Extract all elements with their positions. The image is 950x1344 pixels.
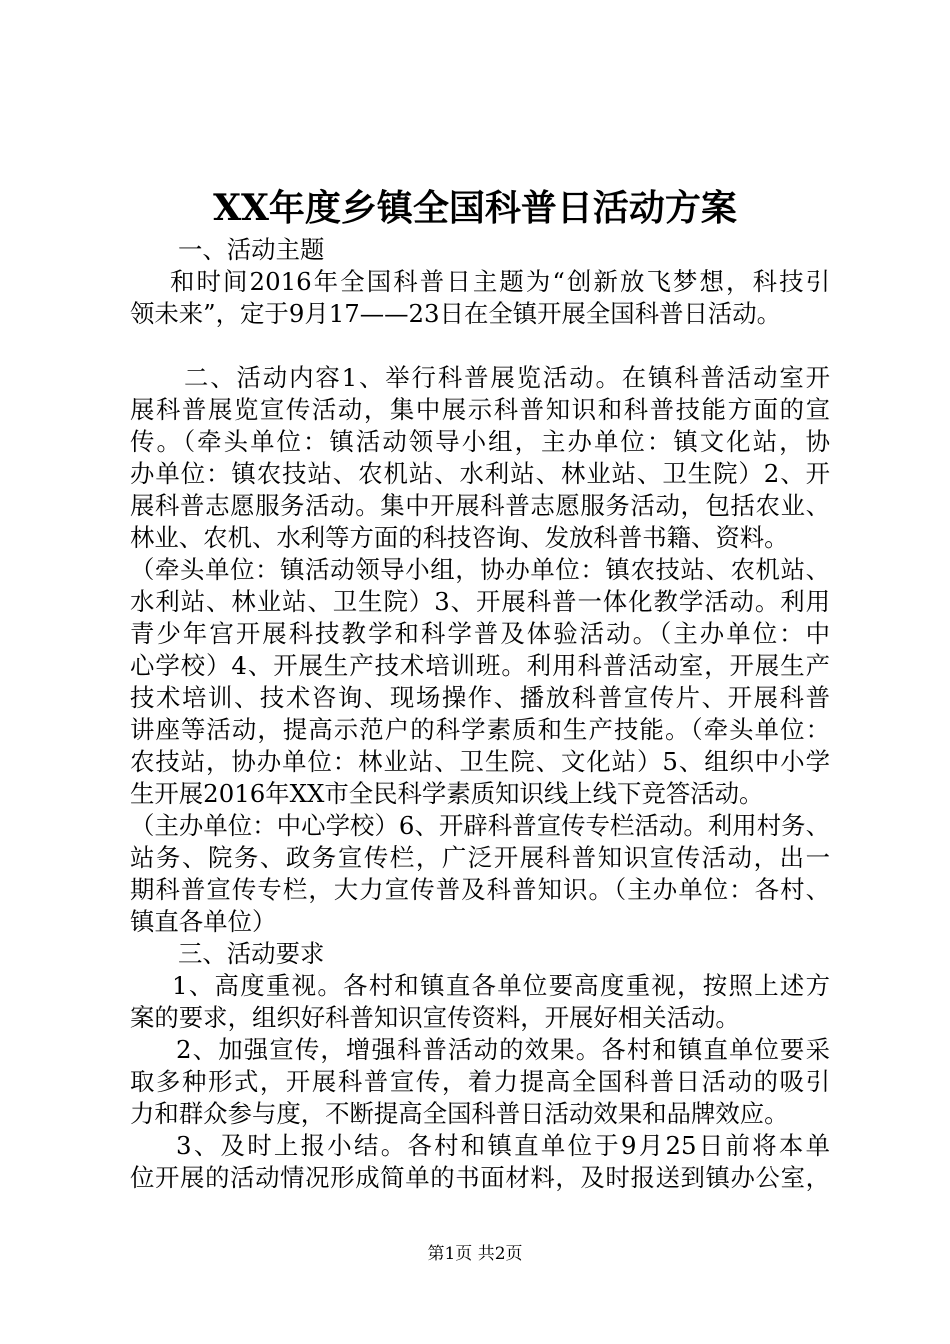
paragraph-line: 传。（牵头单位：镇活动领导小组，主办单位：镇文化站，协 xyxy=(130,427,830,456)
section-heading-2: 二、活动内容1、举行科普展览活动。在镇科普活动室开 xyxy=(184,363,830,392)
blank-line xyxy=(130,330,830,362)
document-body xyxy=(130,234,830,1194)
paragraph-line: 展科普志愿服务活动。集中开展科普志愿服务活动，包括农业、 xyxy=(130,491,830,520)
document-title: XX年度乡镇全国科普日活动方案 xyxy=(213,187,737,229)
paragraph-line: 和时间2016年全国科普日主题为“创新放飞梦想，科技引 xyxy=(170,267,830,296)
paragraph-line: 技术培训、技术咨询、现场操作、播放科普宣传片、开展科普 xyxy=(130,683,830,712)
paragraph-line: 镇直各单位） xyxy=(130,907,277,936)
paragraph-line: （主办单位：中心学校）6、开辟科普宣传专栏活动。利用村务、 xyxy=(130,811,830,840)
paragraph-line: 案的要求，组织好科普知识宣传资料，开展好相关活动。 xyxy=(130,1003,740,1032)
paragraph-line: 办单位：镇农技站、农机站、水利站、林业站、卫生院）2、开 xyxy=(130,459,830,488)
paragraph-line: 林业、农机、水利等方面的科技咨询、发放科普书籍、资料。 xyxy=(130,523,789,552)
paragraph-line: 讲座等活动，提高示范户的科学素质和生产技能。（牵头单位： xyxy=(130,715,830,744)
page-footer: 第1页 共2页 xyxy=(427,1244,523,1264)
paragraph-line: 取多种形式，开展科普宣传，着力提高全国科普日活动的吸引 xyxy=(130,1067,830,1096)
paragraph-line: 展科普展览宣传活动，集中展示科普知识和科普技能方面的宣 xyxy=(130,395,830,424)
paragraph-line: 领未来”，定于9月17——23日在全镇开展全国科普日活动。 xyxy=(130,299,782,328)
paragraph-line: 心学校）4、开展生产技术培训班。利用科普活动室，开展生产 xyxy=(130,651,830,680)
paragraph-line: 站务、院务、政务宣传栏，广泛开展科普知识宣传活动，出一 xyxy=(130,843,830,872)
paragraph-line: 青少年宫开展科技教学和科学普及体验活动。（主办单位：中 xyxy=(130,619,830,648)
section-heading-1: 一、活动主题 xyxy=(178,235,325,264)
paragraph-line: 农技站，协办单位：林业站、卫生院、文化站）5、组织中小学 xyxy=(130,747,830,776)
paragraph-line: 3、及时上报小结。各村和镇直单位于9月25日前将本单 xyxy=(176,1131,830,1160)
paragraph-line: 位开展的活动情况形成简单的书面材料，及时报送到镇办公室， xyxy=(130,1163,830,1192)
paragraph-line: 期科普宣传专栏，大力宣传普及科普知识。（主办单位：各村、 xyxy=(130,875,830,904)
paragraph-line: 水利站、林业站、卫生院）3、开展科普一体化教学活动。利用 xyxy=(130,587,830,616)
section-heading-3: 三、活动要求 xyxy=(178,939,325,968)
paragraph-line: 1、高度重视。各村和镇直各单位要高度重视，按照上述方 xyxy=(172,971,830,1000)
paragraph-line: （牵头单位：镇活动领导小组，协办单位：镇农技站、农机站、 xyxy=(130,555,830,584)
paragraph-line: 力和群众参与度，不断提高全国科普日活动效果和品牌效应。 xyxy=(130,1099,789,1128)
paragraph-line: 生开展2016年XX市全民科学素质知识线上线下竞答活动。 xyxy=(130,779,764,808)
paragraph-line: 2、加强宣传，增强科普活动的效果。各村和镇直单位要采 xyxy=(176,1035,830,1064)
